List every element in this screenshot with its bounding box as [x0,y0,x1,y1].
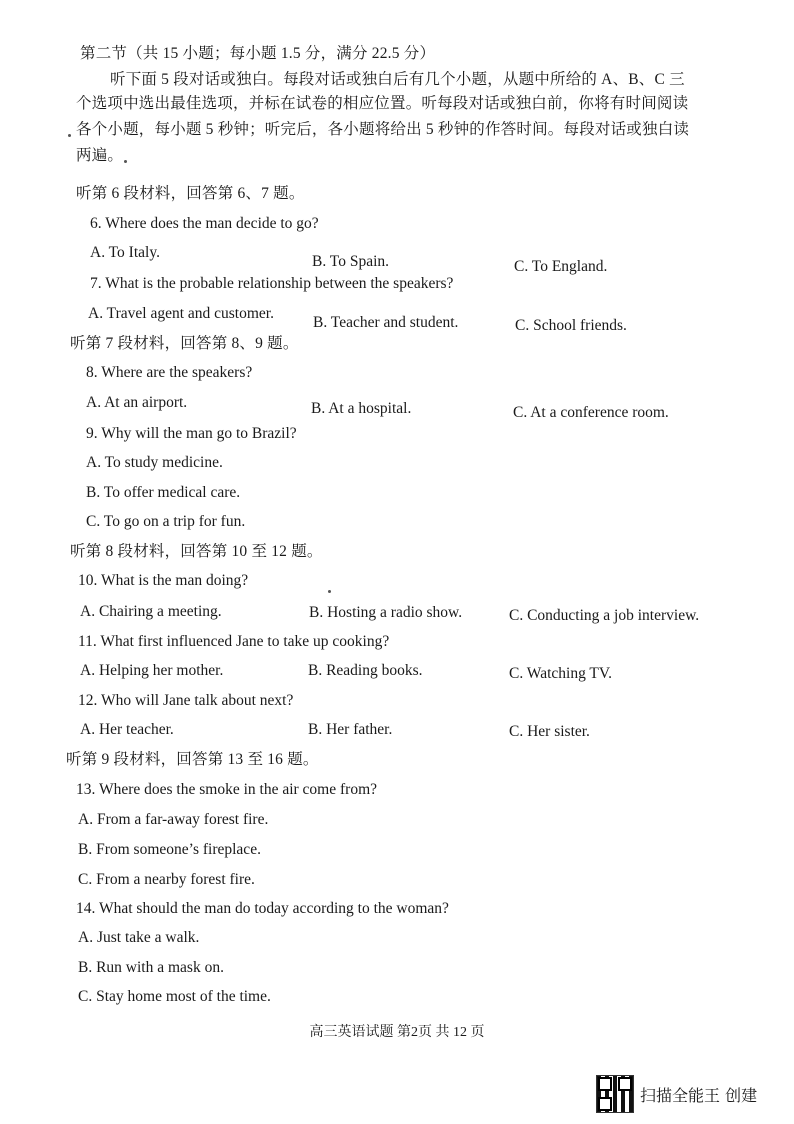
scanner-badge-text: 扫描全能王 创建 [640,1085,758,1105]
question-7-stem: 7. What is the probable relationship between the speakers? [90,275,454,292]
q12-option-b: B. Her father. [308,721,393,738]
q10-option-b: B. Hosting a radio show. [309,604,463,621]
q9-option-b: B. To offer medical care. [86,484,241,501]
instruction-line-4: 两遍。 [76,147,124,164]
instruction-line-2: 个选项中选出最佳选项，并标在试卷的相应位置。听每段对话或独白前，你将有时间阅读 [76,95,689,112]
q14-option-a: A. Just take a walk. [78,929,200,946]
q12-option-a: A. Her teacher. [80,721,174,738]
question-6-stem: 6. Where does the man decide to go? [90,215,319,232]
group-heading-6: 听第 6 段材料，回答第 6、7 题。 [76,185,305,202]
q11-option-a: A. Helping her mother. [80,662,224,679]
q12-option-c: C. Her sister. [509,723,590,740]
question-9-stem: 9. Why will the man go to Brazil? [86,425,297,442]
instruction-line-1: 听下面 5 段对话或独白。每段对话或独白后有几个小题，从题中所给的 A、B、C 三 [110,71,685,88]
q11-option-c: C. Watching TV. [509,665,612,682]
q13-option-b: B. From someone’s fireplace. [78,841,261,858]
scan-speck [328,590,331,593]
q14-option-b: B. Run with a mask on. [78,959,224,976]
question-10-stem: 10. What is the man doing? [78,572,249,589]
question-13-stem: 13. Where does the smoke in the air come from? [76,781,378,798]
q7-option-b: B. Teacher and student. [313,314,459,331]
q8-option-b: B. At a hospital. [311,400,412,417]
page-footer: 高三英语试题 第2页 共 12 页 [309,1025,485,1040]
q6-option-b: B. To Spain. [312,253,390,270]
scanner-badge [596,1074,757,1114]
question-12-stem: 12. Who will Jane talk about next? [78,692,294,709]
q6-option-c: C. To England. [514,258,608,275]
group-heading-8: 听第 8 段材料，回答第 10 至 12 题。 [70,543,323,560]
q14-option-c: C. Stay home most of the time. [78,988,271,1005]
scan-speck [68,134,71,137]
q7-option-c: C. School friends. [515,317,627,334]
instruction-line-3: 各个小题，每小题 5 秒钟；听完后，各小题将给出 5 秒钟的作答时间。每段对话或独白读 [76,121,690,138]
q9-option-a: A. To study medicine. [86,454,223,471]
q8-option-a: A. At an airport. [86,394,188,411]
group-heading-9: 听第 9 段材料，回答第 13 至 16 题。 [66,751,319,768]
section-title: 第二节（共 15 小题；每小题 1.5 分，满分 22.5 分） [80,45,436,62]
qr-code-icon [596,1075,634,1113]
q7-option-a: A. Travel agent and customer. [88,305,274,322]
question-8-stem: 8. Where are the speakers? [86,364,253,381]
q10-option-c: C. Conducting a job interview. [509,607,700,624]
q6-option-a: A. To Italy. [90,244,160,261]
question-14-stem: 14. What should the man do today according to the woman? [76,900,449,917]
scan-speck [124,160,127,163]
group-heading-7: 听第 7 段材料，回答第 8、9 题。 [70,335,299,352]
q11-option-b: B. Reading books. [308,662,423,679]
q10-option-a: A. Chairing a meeting. [80,603,222,620]
q8-option-c: C. At a conference room. [513,404,669,421]
q13-option-c: C. From a nearby forest fire. [78,871,255,888]
q13-option-a: A. From a far-away forest fire. [78,811,269,828]
q9-option-c: C. To go on a trip for fun. [86,513,246,530]
question-11-stem: 11. What first influenced Jane to take up cooking? [78,633,390,650]
